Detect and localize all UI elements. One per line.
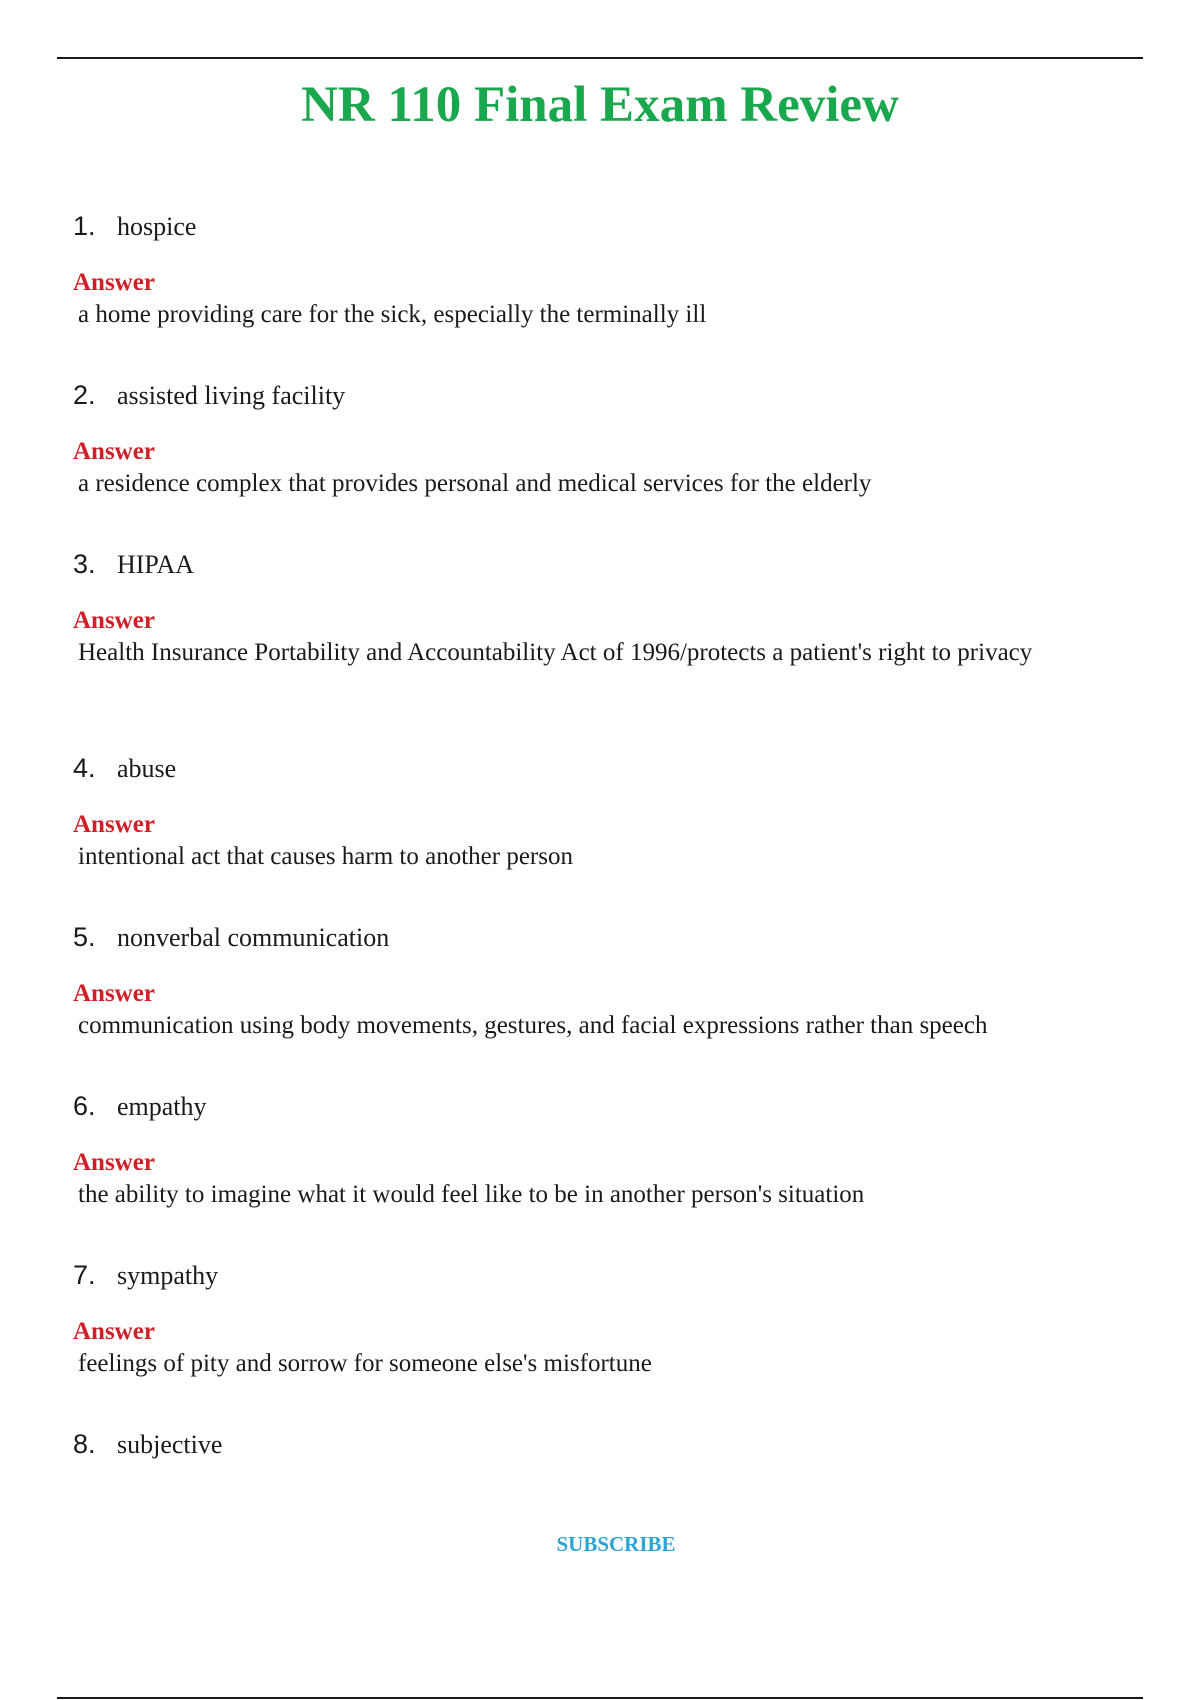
question-item xyxy=(73,748,1113,917)
answer-label: Answer xyxy=(73,438,155,465)
question-item xyxy=(73,375,1113,544)
answer-label: Answer xyxy=(73,811,155,838)
question-number: 2. xyxy=(73,380,96,410)
answer-label: Answer xyxy=(73,980,155,1007)
answer-text: the ability to imagine what it would feel like to be in another person's situation xyxy=(78,1181,865,1208)
question-term: assisted living facility xyxy=(117,381,346,410)
question-item xyxy=(73,1424,1113,1593)
answer-label: Answer xyxy=(73,1149,155,1176)
answer-text: intentional act that causes harm to another person xyxy=(78,843,573,870)
question-item xyxy=(73,1255,1113,1424)
question-line xyxy=(73,1424,1113,1464)
question-line xyxy=(73,206,1113,246)
answer-label: Answer xyxy=(73,1318,155,1345)
question-item xyxy=(73,206,1113,375)
question-number: 5. xyxy=(73,922,96,952)
question-term: subjective xyxy=(117,1430,223,1459)
answer-text: communication using body movements, gestures, and facial expressions rather than speech xyxy=(78,1012,988,1039)
question-list xyxy=(73,206,1113,1593)
question-number: 3. xyxy=(73,549,96,579)
question-number: 7. xyxy=(73,1260,96,1290)
question-number: 8. xyxy=(73,1429,96,1459)
question-line xyxy=(73,1086,1113,1126)
question-number: 4. xyxy=(73,753,96,783)
question-line xyxy=(73,748,1113,788)
question-number: 6. xyxy=(73,1091,96,1121)
question-term: sympathy xyxy=(117,1261,219,1290)
subscribe-link[interactable]: SUBSCRIBE xyxy=(556,1532,676,1556)
question-line xyxy=(73,1255,1113,1295)
answer-label: Answer xyxy=(73,269,155,296)
question-line xyxy=(73,544,1113,584)
answer-text: a home providing care for the sick, especially the terminally ill xyxy=(78,301,707,328)
question-term: HIPAA xyxy=(117,550,195,579)
question-term: hospice xyxy=(117,212,197,241)
question-number: 1. xyxy=(73,211,96,241)
answer-text: feelings of pity and sorrow for someone else's misfortune xyxy=(78,1350,652,1377)
answer-text: Health Insurance Portability and Accountability Act of 1996/protects a patient's right to privacy xyxy=(78,639,1033,666)
question-item xyxy=(73,917,1113,1086)
answer-text: a residence complex that provides personal and medical services for the elderly xyxy=(78,470,872,497)
question-term: nonverbal communication xyxy=(117,923,390,952)
top-divider xyxy=(57,57,1143,59)
page-title: NR 110 Final Exam Review xyxy=(301,77,899,133)
question-term: abuse xyxy=(117,754,177,783)
bottom-divider xyxy=(57,1697,1143,1699)
question-term: empathy xyxy=(117,1092,207,1121)
question-line xyxy=(73,917,1113,957)
question-item xyxy=(73,1086,1113,1255)
answer-label: Answer xyxy=(73,607,155,634)
question-line xyxy=(73,375,1113,415)
question-item xyxy=(73,544,1113,748)
